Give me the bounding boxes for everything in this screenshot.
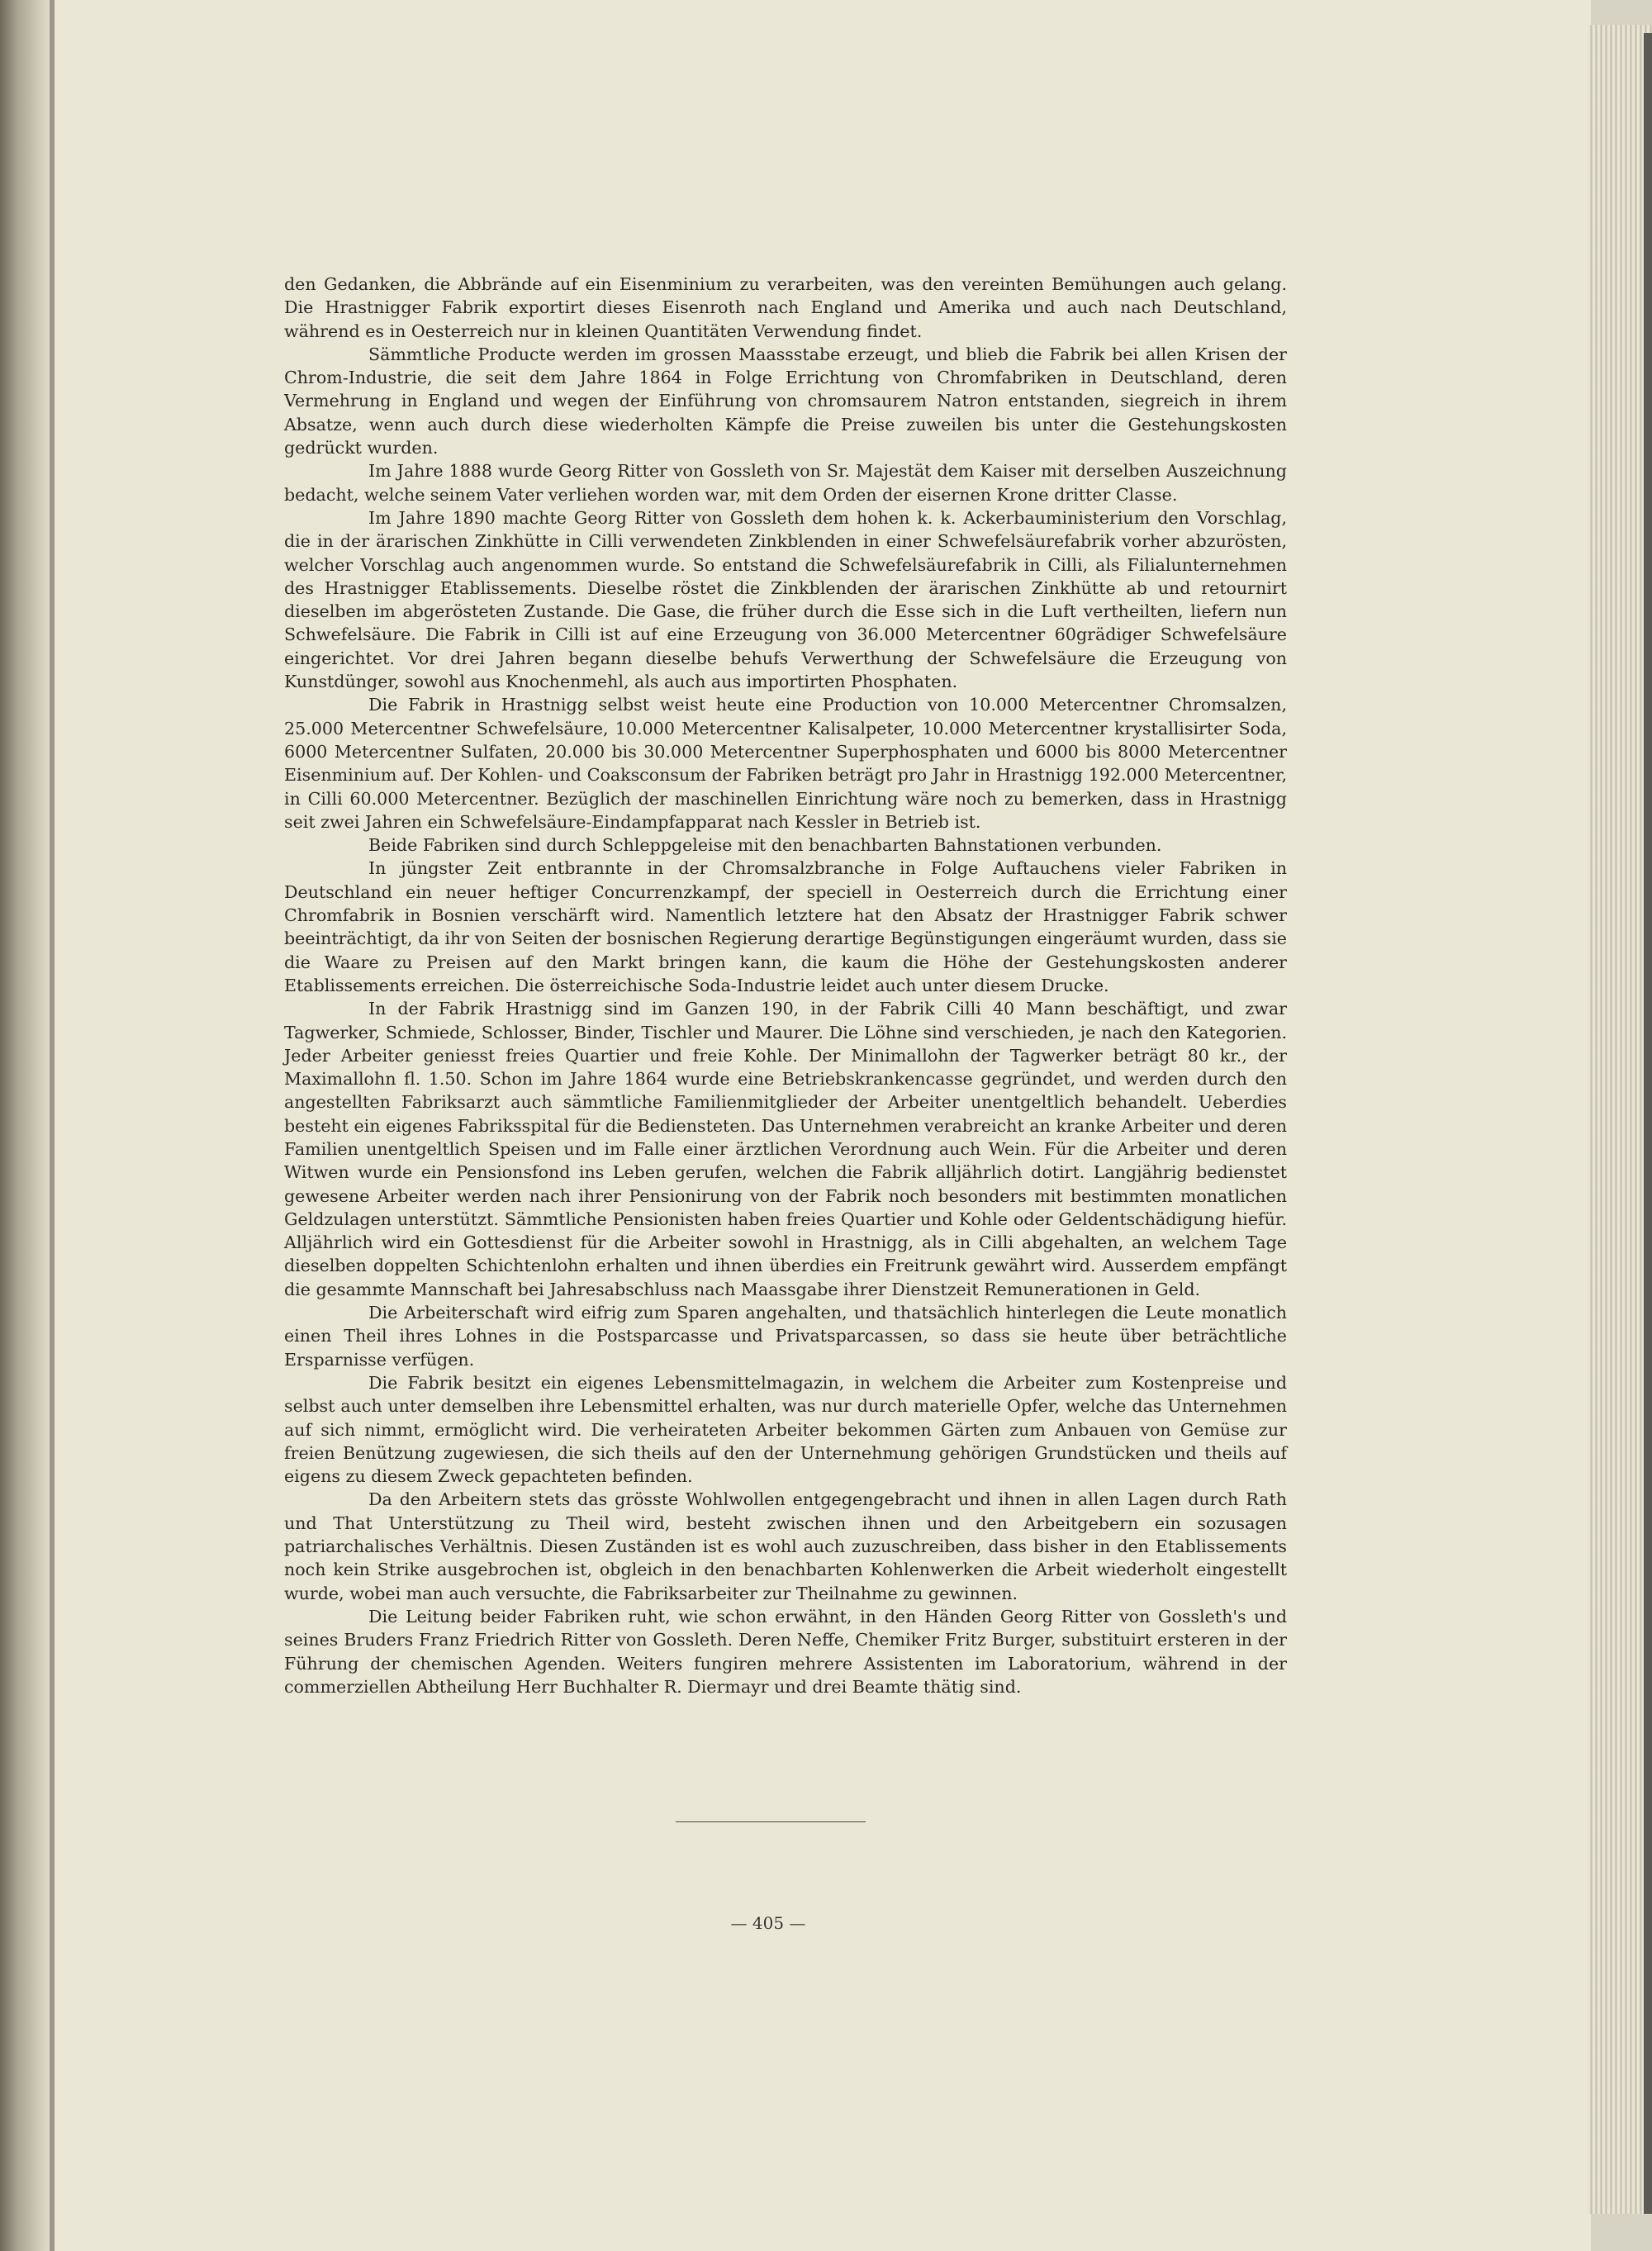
paragraph: Im Jahre 1888 wurde Georg Ritter von Gossleth von Sr. Majestät dem Kaiser mit derselben Auszeichnung bedacht, welche seinem Vater verliehen worden war, mit dem Orden der eisernen Krone dritter Classe. — [284, 461, 1287, 505]
paragraph: In der Fabrik Hrastnigg sind im Ganzen 190, in der Fabrik Cilli 40 Mann beschäftigt, und zwar Tagwerker, Schmiede, Schlosser, Binder, Tischler und Maurer. Die Löhne sind verschieden, je nach den Kategorien. Jeder Arbeiter geniesst freies Quartier und freie Kohle. Der Minimallohn der Tagwerker beträgt 80 kr., der Maximallohn fl. 1.50. Schon im Jahre 1864 wurde eine Betriebskrankencasse gegründet, und werden durch den angestellten Fabriksarzt auch sämmtliche Familienmitglieder der Arbeiter unentgeltlich behandelt. Ueberdies besteht ein eigenes Fabriksspital für die Bediensteten. Das Unternehmen verabreicht an kranke Arbeiter und deren Familien unentgeltlich Speisen und im Falle einer ärztlichen Verordnung auch Wein. Für die Arbeiter und deren Witwen wurde ein Pensionsfond ins Leben gerufen, welchen die Fabrik alljährlich dotirt. Langjährig bedienstet gewesene Arbeiter werden nach ihrer Pensionirung von der Fabrik noch besonders mit bestimmten monatlichen Geldzulagen unterstützt. Sämmtliche Pensionisten haben freies Quartier und Kohle oder Geldentschädigung hiefür. Alljährlich wird ein Gottesdienst für die Arbeiter sowohl in Hrastnigg, als in Cilli abgehalten, an welchem Tage dieselben doppelten Schichtenlohn erhalten und ihnen überdies ein Freitrunk gewährt wird. Ausserdem empfängt die gesammte Mannschaft bei Jahresabschluss nach Maassgabe ihrer Dienstzeit Remunerationen in Geld. — [284, 999, 1287, 1299]
paragraph: Da den Arbeitern stets das grösste Wohlwollen entgegengebracht und ihnen in allen Lagen durch Rath und That Unterstützung zu Theil wird, besteht zwischen ihnen und den Arbeitgebern ein sozusagen patriarchalisches Verhältnis. Diesen Zuständen ist es wohl auch zuzuschreiben, dass bisher in den Etablissements noch kein Strike ausgebrochen ist, obgleich in den benachbarten Kohlenwerken die Arbeit wiederholt eingestellt wurde, wobei man auch versuchte, die Fabriksarbeiter zur Theilnahme zu gewinnen. — [284, 1489, 1287, 1603]
paragraph: Die Arbeiterschaft wird eifrig zum Sparen angehalten, und thatsächlich hinterlegen die Leute monatlich einen Theil ihres Lohnes in die Postsparcasse und Privatsparcassen, so dass sie heute über beträchtliche Ersparnisse verfügen. — [284, 1303, 1287, 1370]
paragraph: Beide Fabriken sind durch Schleppgeleise mit den benachbarten Bahnstationen verbunden. — [368, 835, 1162, 856]
paragraph: Im Jahre 1890 machte Georg Ritter von Gossleth dem hohen k. k. Ackerbauministerium den Vorschlag, die in der ärarischen Zinkhütte in Cilli verwendeten Zinkblenden in einer Schwefelsäurefabrik vorher abzurösten, welcher Vorschlag auch angenommen wurde. So entstand die Schwefelsäurefabrik in Cilli, als Filialunternehmen des Hrastnigger Etablissements. Dieselbe röstet die Zinkblenden der ärarischen Zinkhütte ab und retournirt dieselben im abgerösteten Zustande. Die Gase, die früher durch die Esse sich in die Luft vertheilten, liefern nun Schwefelsäure. Die Fabrik in Cilli ist auf eine Erzeugung von 36.000 Metercentner 60grädiger Schwefelsäure eingerichtet. Vor drei Jahren begann dieselbe behufs Verwerthung der Schwefelsäure die Erzeugung von Kunstdünger, sowohl aus Knochenmehl, als auch aus importirten Phosphaten. — [284, 507, 1287, 692]
paragraph: Sämmtliche Producte werden im grossen Maassstabe erzeugt, und blieb die Fabrik bei allen Krisen der Chrom-Industrie, die seit dem Jahre 1864 in Folge Errichtung von Chromfabriken in Deutschland, deren Vermehrung in England und wegen der Einführung von chromsaurem Natron entstanden, siegreich in ihrem Absatze, wenn auch durch diese wiederholten Kämpfe die Preise zuweilen bis unter die Gestehungskosten gedrückt wurden. — [284, 344, 1287, 458]
paragraph: In jüngster Zeit entbrannte in der Chromsalzbranche in Folge Auftauchens vieler Fabriken in Deutschland ein neuer heftiger Concurrenzkampf, der speciell in Oesterreich durch die Errichtung einer Chromfabrik in Bosnien verschärft wird. Namentlich letztere hat den Absatz der Hrastnigger Fabrik schwer beeinträchtigt, da ihr von Seiten der bosnischen Regierung derartige Begünstigungen eingeräumt wurden, dass sie die Waare zu Preisen auf den Markt bringen kann, die kaum die Höhe der Gestehungskosten anderer Etablissements erreichen. Die österreichische Soda-Industrie leidet auch unter diesem Drucke. — [284, 858, 1287, 995]
body-text — [284, 273, 1287, 1698]
book-cover-edge — [1644, 33, 1652, 2214]
paragraph: Die Fabrik in Hrastnigg selbst weist heute eine Production von 10.000 Metercentner Chromsalzen, 25.000 Metercentner Schwefelsäure, 10.000 Metercentner Kalisalpeter, 10.000 Metercentner krystallisirter Soda, 6000 Metercentner Sulfaten, 20.000 bis 30.000 Metercentner Superphosphaten und 6000 bis 8000 Metercentner Eisenminium auf. Der Kohlen- und Coaksconsum der Fabriken beträgt pro Jahr in Hrastnigg 192.000 Metercentner, in Cilli 60.000 Metercentner. Bezüglich der maschinellen Einrichtung wäre noch zu bemerken, dass in Hrastnigg seit zwei Jahren ein Schwefelsäure-Eindampfapparat nach Kessler in Betrieb ist. — [284, 695, 1287, 832]
book-gutter — [0, 0, 51, 2251]
page-stack-edge — [1588, 25, 1652, 2214]
closing-rule — [676, 1821, 866, 1822]
paragraph: Die Leitung beider Fabriken ruht, wie schon erwähnt, in den Händen Georg Ritter von Gossleth's und seines Bruders Franz Friedrich Ritter von Gossleth. Deren Neffe, Chemiker Fritz Burger, substituirt ersteren in der Führung der chemischen Agenden. Weiters fungiren mehrere Assistenten im Laboratorium, während in der commerziellen Abtheilung Herr Buchhalter R. Diermayr und drei Beamte thätig sind. — [284, 1606, 1287, 1697]
paragraph: den Gedanken, die Abbrände auf ein Eisenminium zu verarbeiten, was den vereinten Bemühungen auch gelang. Die Hrastnigger Fabrik exportirt dieses Eisenroth nach England und Amerika und auch nach Deutschland, während es in Oesterreich nur in kleinen Quantitäten Verwendung findet. — [284, 274, 1287, 341]
paragraph: Die Fabrik besitzt ein eigenes Lebensmittelmagazin, in welchem die Arbeiter zum Kostenpreise und selbst auch unter demselben ihre Lebensmittel erhalten, was nur durch materielle Opfer, welche das Unternehmen auf sich nimmt, ermöglicht wird. Die verheirateten Arbeiter bekommen Gärten zum Anbauen von Gemüse zur freien Benützung zugewiesen, die sich theils auf den der Unternehmung gehörigen Grundstücken und theils auf eigens zu diesem Zweck gepachteten befinden. — [284, 1372, 1287, 1487]
page-number: — 405 — — [730, 1913, 806, 1933]
